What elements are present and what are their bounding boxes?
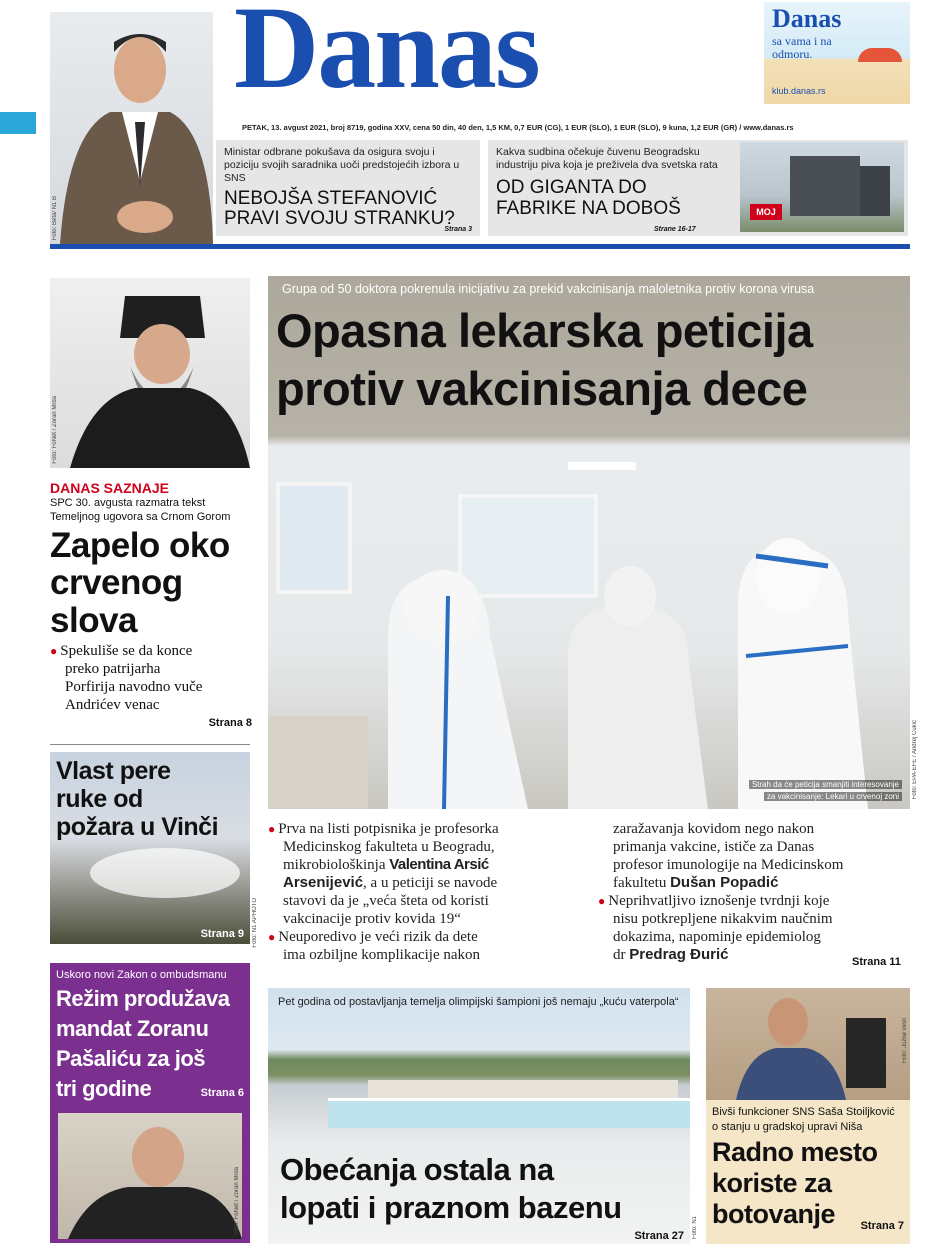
story-headline-line2: lopati i praznom bazenu: [280, 1190, 622, 1225]
page-ref: Strana 8: [208, 717, 252, 729]
section-label: DANAS SAZNAJE: [50, 480, 170, 496]
body-line: vakcinacije protiv kovida 19“: [283, 911, 461, 927]
body-line: dr: [613, 947, 630, 963]
masthead-logo[interactable]: Danas: [234, 0, 539, 113]
promo-url: klub.danas.rs: [772, 86, 826, 96]
lead-kicker: Grupa od 50 doktora pokrenula inicijativu za prekid vakcinisanja maloletnika protiv korona virusa: [282, 282, 815, 296]
body-line: Medicinskog fakulteta u Beogradu,: [283, 839, 495, 855]
photo-credit: Foto: FoNet / Zoran Mrđa: [52, 396, 58, 464]
person-name: Arsenijević: [283, 874, 364, 891]
body-line: mikrobiološkinja: [283, 857, 390, 873]
story-headline-line2: koriste za: [712, 1168, 832, 1198]
masthead-divider: [50, 244, 910, 249]
story-headline-line2: mandat Zoranu: [56, 1016, 209, 1041]
story-headline-line3: požara u Vinči: [56, 813, 219, 841]
story-kicker-line1: SPC 30. avgusta razmatra tekst: [50, 497, 206, 509]
ombudsman-photo: [58, 1113, 242, 1239]
photo-caption-line2: za vakcinisanje: Lekari u crvenoj zoni: [764, 792, 902, 801]
photo-caption-line1: Strah da će peticija smanjiti interesovanje: [749, 780, 902, 789]
teaser-headline-line2: FABRIKE NA DOBOŠ: [496, 198, 681, 219]
story-headline-line1: Obećanja ostala na: [280, 1152, 554, 1187]
page-ref: Strana 3: [444, 226, 472, 233]
photo-credit: Foto: N1 APHOTO: [252, 898, 258, 948]
dateline: PETAK, 13. avgust 2021, broj 8719, godina XXV, cena 50 din, 40 den, 1,5 KM, 0,7 EUR (CG), 1 EUR (SLO), 1 EUR (SLO), 9 kuna, 1,2 EUR (GR) / www.danas.rs: [242, 123, 794, 132]
promo-logo: Danas: [772, 4, 842, 33]
body-line: dokazima, napominje epidemiolog: [613, 929, 821, 945]
body-line: ● Prva na listi potpisnika je profesorka: [268, 820, 590, 838]
teaser-kicker: Ministar odbrane pokušava da osigura svoju i poziciju svojih saradnika uoči predstojećih izbora u SNS: [224, 146, 460, 185]
story-vinca[interactable]: [50, 752, 250, 944]
page-ref: Strana 27: [634, 1230, 684, 1242]
story-headline-line1: Radno mesto: [712, 1137, 878, 1167]
story-headline-line2: crvenog: [50, 563, 183, 603]
promo-line1: sa vama i na: [772, 34, 832, 48]
story-headline-line3: botovanje: [712, 1199, 836, 1229]
photo-credit: Foto: FoNet / Zoran Mrđa: [234, 1167, 240, 1235]
brewery-photo: [740, 142, 904, 232]
story-kicker-line2: o stanju u gradskoj upravi Niša: [712, 1121, 863, 1133]
story-headline-line1: Zapelo oko: [50, 525, 230, 565]
promo-umbrella-icon: [858, 48, 902, 62]
person-name: Valentina Arsić: [389, 856, 489, 873]
story-kicker-line1: Bivši funkcioner SNS Saša Stoiljković: [712, 1106, 895, 1118]
story-headline-line2: ruke od: [56, 785, 143, 813]
promo-ad[interactable]: [764, 2, 910, 104]
page-ref: Strana 11: [852, 956, 901, 968]
teaser-headline-line2: PRAVI SVOJU STRANKU?: [224, 208, 455, 230]
promo-line2: odmoru.: [772, 47, 813, 61]
bullet-line2: preko patrijarha: [65, 660, 161, 677]
body-line: stavovi da je „veća šteta od koristi: [283, 893, 489, 909]
column-divider: [50, 744, 250, 745]
bullet-line3: Porfirija navodno vuče: [65, 678, 203, 695]
story-headline-line1: Režim produžava: [56, 986, 230, 1011]
masthead-portrait: [50, 12, 213, 244]
lead-photo: [268, 276, 910, 809]
teaser-kicker: Kakva sudbina očekuje čuvenu Beogradsku industriju piva koja je preživela dva svetska rata: [496, 146, 718, 172]
photo-credit: Foto: N1: [692, 1216, 698, 1240]
body-line: fakultetu: [613, 875, 671, 891]
page-ref: Strana 7: [860, 1220, 904, 1232]
lead-body-col2: [598, 820, 910, 964]
story-kicker: Pet godina od postavljanja temelja olimpijski šampioni još nemaju „kuću vaterpola“: [278, 996, 679, 1008]
story-kicker: Uskoro novi Zakon o ombudsmanu: [56, 969, 227, 981]
story-spc[interactable]: [50, 480, 256, 736]
story-nis[interactable]: [706, 988, 910, 1244]
person-name: Dušan Popadić: [670, 874, 779, 891]
page-ref: Strana 9: [200, 928, 244, 940]
teaser-headline-line1: OD GIGANTA DO: [496, 177, 647, 198]
body-line: ● Neprihvatljivo iznošenje tvrdnji koje: [598, 892, 910, 910]
body-line: primanja vakcine, ističe za Danas: [613, 839, 815, 855]
body-line: ima ozbiljne komplikacije nakon: [283, 947, 481, 963]
body-line: profesor imunologije na Medicinskom: [613, 857, 844, 873]
story-headline-line3: slova: [50, 601, 137, 641]
teaser-stefanovic[interactable]: [216, 140, 480, 236]
lead-body-col1: [268, 820, 590, 964]
lead-headline-line2: protiv vakcinisanja dece: [276, 362, 808, 415]
bullet-line1: ● Spekuliše se da konce: [50, 642, 256, 660]
body-line: zaražavanja kovidom nego nakon: [613, 821, 815, 837]
body-line: nisu potkrepljene nikakvim naučnim: [613, 911, 833, 927]
photo-credit: Foto: Beta/ N1 B: [52, 195, 58, 240]
story-kicker-line2: Temeljnog ugovora sa Crnom Gorom: [50, 511, 231, 524]
billboard-text: MOJ: [750, 204, 782, 220]
accent-tab: [0, 112, 36, 134]
teaser-brewery[interactable]: [488, 140, 908, 236]
story-headline-line3: Pašaliću za još: [56, 1046, 206, 1071]
body-line: ● Neuporedivo je veći rizik da dete: [268, 928, 590, 946]
patriarch-photo: [50, 278, 250, 468]
lead-headline-line1: Opasna lekarska peticija: [276, 304, 813, 357]
story-ombudsman[interactable]: [50, 963, 250, 1243]
bullet-line4: Andrićev venac: [65, 696, 160, 713]
story-headline-line1: Vlast pere: [56, 757, 171, 785]
page-ref: Strane 16-17: [654, 226, 696, 233]
story-pool[interactable]: [268, 988, 690, 1244]
body-line: , a u peticiji se navode: [363, 875, 498, 891]
page-ref: Strana 6: [200, 1087, 244, 1099]
teaser-headline-line1: NEBOJŠA STEFANOVIĆ: [224, 188, 438, 210]
photo-credit: Foto: EPA-EFE / Andrej Cukic: [912, 720, 918, 800]
person-name: Predrag Đurić: [629, 946, 729, 963]
story-headline-line4: tri godine: [56, 1076, 152, 1101]
stoiljkovic-photo: [706, 988, 910, 1100]
photo-credit: Foto: Južne vesti: [902, 1018, 908, 1064]
